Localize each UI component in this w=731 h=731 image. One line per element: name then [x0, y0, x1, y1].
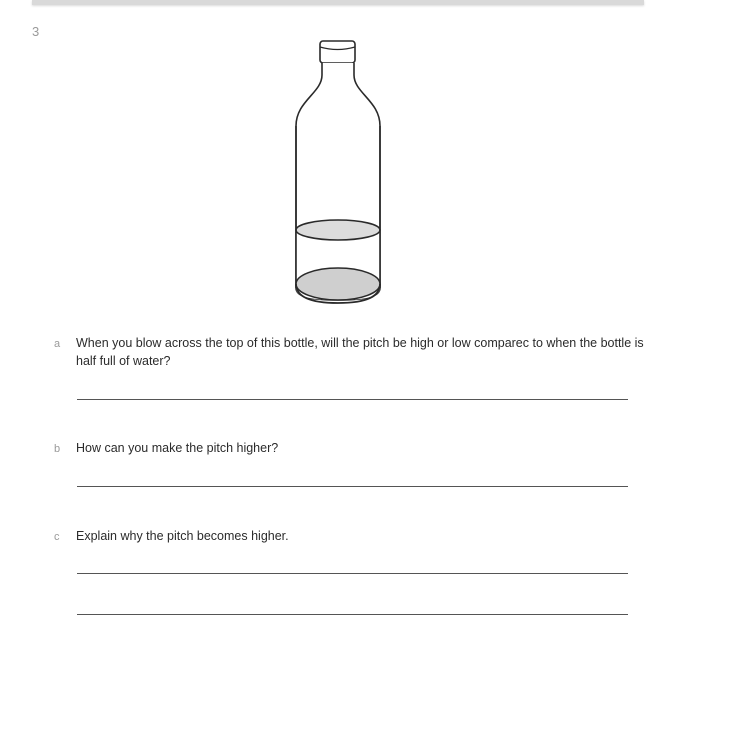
water-surface	[296, 220, 380, 240]
part-text-b: How can you make the pitch higher?	[76, 441, 279, 455]
part-letter-b: b	[54, 443, 61, 455]
answer-line[interactable]	[77, 614, 628, 615]
answer-line[interactable]	[77, 486, 628, 487]
top-divider-bar	[32, 0, 644, 5]
question-number: 3	[32, 24, 40, 39]
bottle-cap	[320, 41, 355, 63]
bottle-icon	[288, 38, 388, 306]
answer-line[interactable]	[77, 399, 628, 400]
part-letter-a: a	[54, 338, 61, 350]
part-text-a: When you blow across the top of this bottle, will the pitch be high or low comparec to when the bottle is half full of water?	[76, 336, 644, 368]
part-letter-c: c	[54, 531, 60, 543]
answer-line[interactable]	[77, 573, 628, 574]
part-text-c: Explain why the pitch becomes higher.	[76, 529, 289, 543]
bottle-base	[296, 268, 380, 300]
